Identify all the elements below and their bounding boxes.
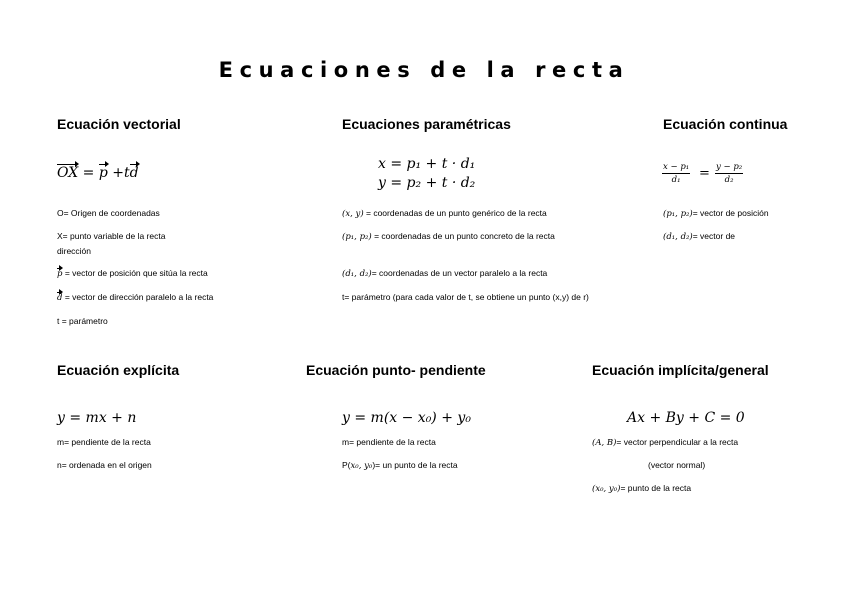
fraction-x: $\frac{\text{x − p₁}}{\text{d₁}}$ (663, 162, 690, 185)
heading-punto-pendiente: Ecuación punto- pendiente (306, 362, 486, 378)
note-direccion: dirección (57, 246, 92, 256)
note-parallel-vector: (d₁, d₂)= coordenadas de un vector paralelo a la recta (342, 268, 548, 279)
vector-ox: OX (57, 165, 79, 181)
equation-continua-equals: = (699, 166, 710, 181)
note-direction-vector: d = vector de dirección paralelo a la recta (57, 292, 214, 303)
heading-explicita: Ecuación explícita (57, 362, 180, 378)
note-pp-slope: m= pendiente de la recta (342, 437, 436, 447)
note-intercept: n= ordenada en el origen (57, 460, 152, 470)
note-implicita-point: (x₀, y₀)= punto de la recta (592, 483, 692, 494)
note-parameter-t: t= parámetro (para cada valor de t, se obtiene un punto (x,y) de r) (342, 292, 589, 302)
note-vector-normal: (vector normal) (648, 460, 706, 470)
note-generic-point: (x, y) = coordenadas de un punto genérico de la recta (342, 208, 547, 219)
heading-parametricas: Ecuaciones paramétricas (342, 116, 511, 132)
heading-continua: Ecuación continua (663, 116, 788, 132)
note-concrete-point: (p₁, p₂) = coordenadas de un punto concreto de la recta (342, 231, 555, 242)
fraction-y: $\frac{\text{y − p₂}}{\text{d₂}}$ (716, 162, 743, 185)
page-title: Ecuaciones de la recta (218, 58, 630, 82)
note-position-vector: p = vector de posición que sitúa la recta (57, 268, 208, 279)
vector-p: p (98, 165, 108, 181)
note-continua-direction: (d₁, d₂)= vector de (663, 231, 736, 242)
note-origin: O= Origen de coordenadas (57, 208, 160, 218)
vector-d: d (129, 165, 139, 181)
note-point-x: X= punto variable de la recta (57, 231, 166, 241)
equation-punto-pendiente: y = m(x − x₀) + y₀ (342, 410, 471, 426)
heading-vectorial: Ecuación vectorial (57, 116, 181, 132)
equation-explicita: y = mx + n (57, 410, 137, 426)
note-pp-point: P(x₀, y₀)= un punto de la recta (342, 460, 458, 471)
heading-implicita: Ecuación implícita/general (592, 362, 769, 378)
equation-implicita: Ax + By + C = 0 (627, 410, 745, 426)
equation-vectorial: OX = p +td (57, 165, 139, 181)
note-normal-vector: (A, B)= vector perpendicular a la recta (592, 437, 739, 448)
note-continua-position: (p₁, p₂)= vector de posición (663, 208, 769, 219)
note-slope: m= pendiente de la recta (57, 437, 151, 447)
equation-parametric-x: x = p₁ + t · d₁ (378, 156, 476, 172)
equation-parametric-y: y = p₂ + t · d₂ (378, 175, 476, 191)
note-parameter: t = parámetro (57, 316, 108, 326)
